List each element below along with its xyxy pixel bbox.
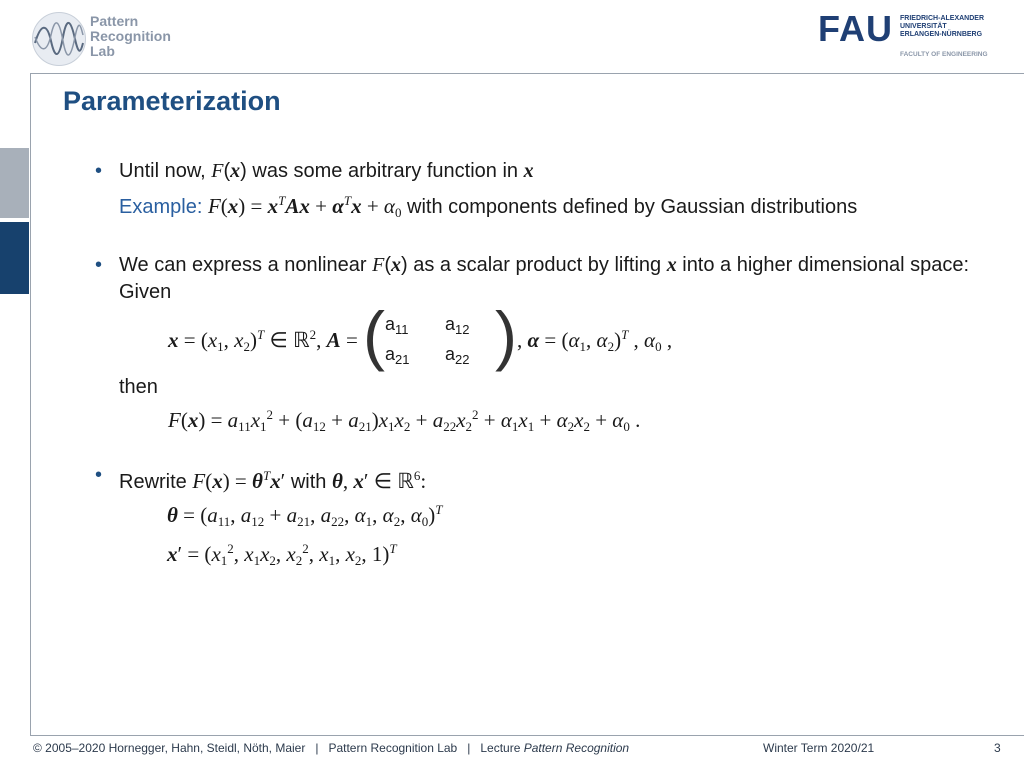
footer-credits: © 2005–2020 Hornegger, Hahn, Steidl, Nöth, Maier | Pattern Recognition Lab | Lecture Pattern Recognition <box>33 741 630 755</box>
example-line: Example: $F(x) = x^TAx + \alpha^Tx + \alpha_0$ with components defined by Gaussian distributions <box>119 193 858 220</box>
given-equation: $x = (x_1$, $x_2)^T$ ∈ ℝ$^2$, A = ( $a_{11}$ $a_{12}$ $a_{21}$ $a_{22}$ ) , $\alpha = (\alpha_1$, $\alpha_2)^T$ , $\alpha_0$ , <box>168 298 673 372</box>
bullet-3: • Rewrite $F(x) = \theta^Tx'$ with θ, x′ ∈ ℝ$^6$: <box>95 462 975 496</box>
fau-university-name: FRIEDRICH-ALEXANDER UNIVERSITÄT ERLANGEN-NÜRNBERG <box>900 15 984 38</box>
lecture-name: Pattern Recognition <box>523 741 630 755</box>
frame-left-line <box>30 73 31 735</box>
given-label: Given <box>119 281 172 303</box>
bullet-2: • We can express a nonlinear F(x) as a scalar product by lifting x into a higher dimensional space: <box>95 252 975 279</box>
page-number: 3 <box>994 741 1001 755</box>
matrix-cell-a21: $a_{21}$ <box>385 344 410 367</box>
matrix-cell-a12: $a_{12}$ <box>445 314 470 337</box>
example-label: Example: <box>119 196 208 218</box>
matrix-cell-a22: $a_{22}$ <box>445 344 470 367</box>
theta-equation: $\theta = (a_{11}$, $a_{12} + a_{21}$, $a_{22}$, $\alpha_1$, $\alpha_2$, $\alpha_0)^T$ <box>167 502 443 529</box>
fau-logo <box>818 10 998 62</box>
fau-letters: FAU <box>818 8 893 49</box>
matrix-a: ( $a_{11}$ $a_{12}$ $a_{21}$ $a_{22}$ ) <box>363 298 518 372</box>
frame-top-line <box>30 73 1024 74</box>
slide-content <box>95 158 975 574</box>
frame-bottom-line <box>30 735 1024 736</box>
side-marker-grey <box>0 148 29 218</box>
pattern-recognition-lab-logo <box>32 10 202 68</box>
side-marker-blue <box>0 222 29 294</box>
bullet-1: • Until now, F(x) was some arbitrary function in x <box>95 158 975 185</box>
logo-text: Pattern Recognition Lab <box>90 13 171 59</box>
fau-faculty: FACULTY OF ENGINEERING <box>900 51 988 58</box>
footer-term: Winter Term 2020/21 <box>763 741 875 755</box>
then-label: then <box>119 376 158 398</box>
wave-logo-icon <box>32 12 86 66</box>
slide-title: Parameterization <box>63 86 281 116</box>
example-equation: $F(x) = x^TAx + \alpha^Tx + \alpha_0$ <box>207 193 402 220</box>
matrix-cell-a11: $a_{11}$ <box>385 314 409 337</box>
then-equation: $F(x) = a_{11}x_1^2 + (a_{12} + a_{21})x_1x_2 + a_{22}x_2^2 + \alpha_1x_1 + \alpha_2x_2 + \alpha_0$ . <box>168 407 641 434</box>
x-prime-equation: $x' = (x_1^2$, $x_1x_2$, $x_2^2$, $x_1$, $x_2$, 1)$^T$ <box>167 541 397 568</box>
